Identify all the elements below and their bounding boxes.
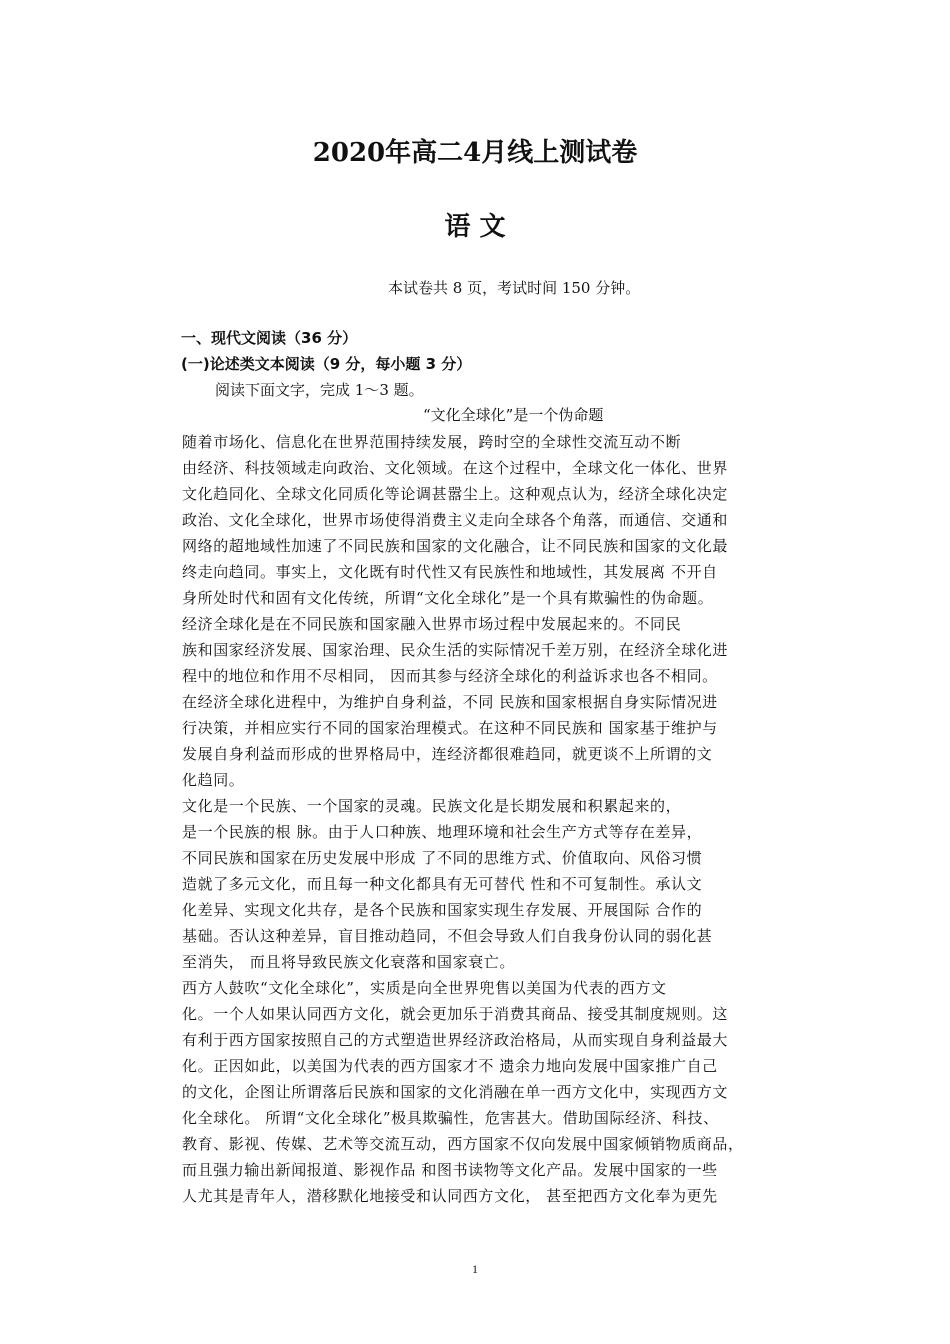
article-line: 化趋同。 <box>182 771 245 789</box>
page-number: 1 <box>472 1262 478 1276</box>
article-line: 发展自身利益而形成的世界格局中，连经济都很难趋同，就更谈不上所谓的文 <box>182 745 713 763</box>
article-line: 不同民族和国家在历史发展中形成 了不同的思维方式、价值取向、风俗习惯 <box>182 849 703 867</box>
article-line: 造就了多元文化，而且每一种文化都具有无可替代 性和不可复制性。承认文 <box>182 875 703 893</box>
article-line: 经济全球化是在不同民族和国家融入世界市场过程中发展起来的。不同民 <box>182 615 682 633</box>
article-title: “文化全球化”是一个伪命题 <box>423 406 604 424</box>
article-line: 网络的超地域性加速了不同民族和国家的文化融合，让不同民族和国家的文化最 <box>182 537 729 555</box>
section-heading: 一、现代文阅读（36 分） <box>181 329 358 347</box>
article-line: 族和国家经济发展、国家治理、民众生活的实际情况千差万别，在经济全球化进 <box>182 641 729 659</box>
article-line: 化。一个人如果认同西方文化，就会更加乐于消费其商品、接受其制度规则。这 <box>182 1005 729 1023</box>
exam-title: 2020年高二4月线上测试卷 <box>312 138 638 168</box>
article-line: 随着市场化、信息化在世界范围持续发展，跨时空的全球性交流互动不断 <box>182 433 682 451</box>
article-line: 化差异、实现文化共存，是各个民族和国家实现生存发展、开展国际 合作的 <box>182 901 703 919</box>
article-line: 基础。否认这种差异，盲目推动趋同，不但会导致人们自我身份认同的弱化甚 <box>182 927 713 945</box>
exam-note: 本试卷共 8 页，考试时间 150 分钟。 <box>388 279 641 297</box>
article-line: 有利于西方国家按照自己的方式塑造世界经济政治格局，从而实现自身利益最大 <box>182 1031 729 1049</box>
article-line: 人尤其是青年人，潜移默化地接受和认同西方文化， 甚至把西方文化奉为更先 <box>182 1187 718 1205</box>
article-line: 是一个民族的根 脉。由于人口种族、地理环境和社会生产方式等存在差异， <box>182 823 703 841</box>
article-line: 在经济全球化进程中，为维护自身利益，不同 民族和国家根据自身实际情况进 <box>182 693 718 711</box>
article-line: 教育、影视、传媒、艺术等交流互动，西方国家不仅向发展中国家倾销物质商品， <box>182 1135 744 1153</box>
article-line: 文化趋同化、全球文化同质化等论调甚嚣尘上。这种观点认为，经济全球化决定 <box>182 485 729 503</box>
reading-instruction: 阅读下面文字，完成 1～3 题。 <box>215 381 424 399</box>
article-line: 终走向趋同。事实上，文化既有时代性又有民族性和地域性，其发展离 不开自 <box>182 563 718 581</box>
article-line: 由经济、科技领域走向政治、文化领域。在这个过程中，全球文化一体化、世界 <box>182 459 729 477</box>
article-line: 化全球化。 所谓“文化全球化”极具欺骗性，危害甚大。借助国际经济、科技、 <box>182 1109 719 1127</box>
article-line: 至消失， 而且将导致民族文化衰落和国家衰亡。 <box>182 953 515 971</box>
subject-title: 语 文 <box>444 212 506 242</box>
article-line: 而且强力输出新闻报道、影视作品 和图书读物等文化产品。发展中国家的一些 <box>182 1161 718 1179</box>
article-line: 的文化，企图让所谓落后民族和国家的文化消融在单一西方文化中，实现西方文 <box>182 1083 729 1101</box>
article-line: 文化是一个民族、一个国家的灵魂。民族文化是长期发展和积累起来的， <box>182 797 682 815</box>
article-line: 身所处时代和固有文化传统，所谓“文化全球化”是一个具有欺骗性的伪命题。 <box>182 589 714 607</box>
article-line: 西方人鼓吹“文化全球化”，实质是向全世界兜售以美国为代表的西方文 <box>182 979 667 997</box>
subsection-heading: (一)论述类文本阅读（9 分，每小题 3 分） <box>181 355 472 373</box>
article-line: 行决策，并相应实行不同的国家治理模式。在这种不同民族和 国家基于维护与 <box>182 719 718 737</box>
article-body <box>182 429 782 1209</box>
article-line: 化。正因如此，以美国为代表的西方国家才不 遗余力地向发展中国家推广自己 <box>182 1057 718 1075</box>
article-line: 程中的地位和作用不尽相同， 因而其参与经济全球化的利益诉求也各不相同。 <box>182 667 718 685</box>
article-line: 政治、文化全球化，世界市场使得消费主义走向全球各个角落，而通信、交通和 <box>182 511 729 529</box>
